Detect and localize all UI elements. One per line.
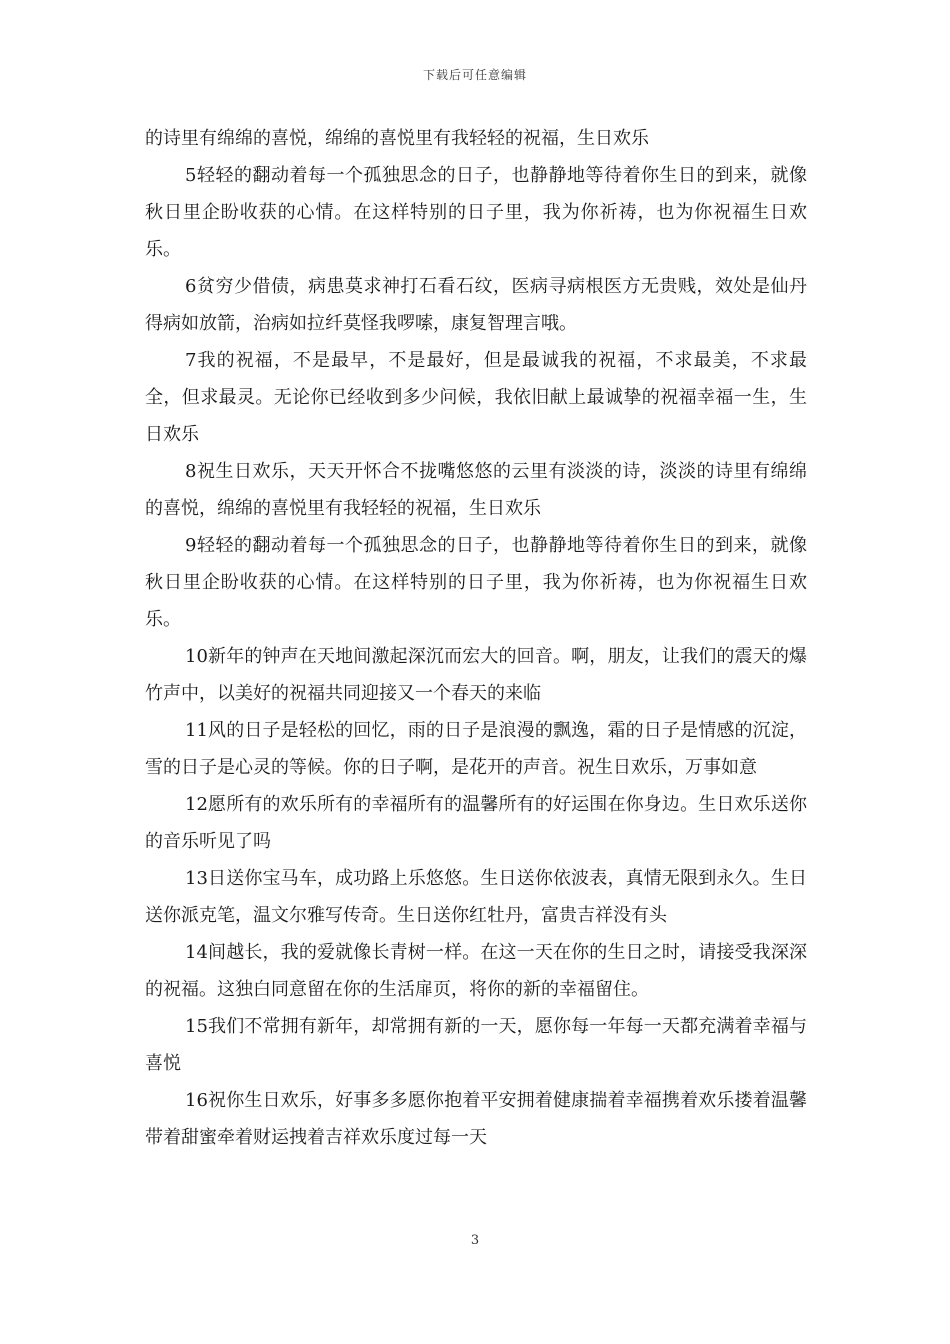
document-body	[145, 120, 807, 1156]
paragraph-continuation: 的诗里有绵绵的喜悦，绵绵的喜悦里有我轻轻的祝福，生日欢乐	[145, 128, 649, 149]
paragraph-13: 13日送你宝马车，成功路上乐悠悠。生日送你依波表，真情无限到永久。生日送你派克笔，温文尔雅写传奇。生日送你红牡丹，富贵吉祥没有头	[145, 868, 807, 926]
paragraph-15: 15我们不常拥有新年，却常拥有新的一天，愿你每一年每一天都充满着幸福与喜悦	[145, 1016, 807, 1074]
paragraph-11: 11风的日子是轻松的回忆，雨的日子是浪漫的飘逸，霜的日子是情感的沉淀，雪的日子是心灵的等候。你的日子啊，是花开的声音。祝生日欢乐，万事如意	[145, 720, 807, 778]
paragraph-14: 14间越长，我的爱就像长青树一样。在这一天在你的生日之时，请接受我深深的祝福。这独白同意留在你的生活扉页，将你的新的幸福留住。	[145, 942, 807, 1000]
paragraph-12: 12愿所有的欢乐所有的幸福所有的温馨所有的好运围在你身边。生日欢乐送你的音乐听见了吗	[145, 794, 807, 852]
paragraph-7: 7我的祝福，不是最早，不是最好，但是最诚我的祝福，不求最美，不求最全，但求最灵。无论你已经收到多少问候，我依旧献上最诚挚的祝福幸福一生，生日欢乐	[145, 350, 807, 445]
paragraph-9: 9轻轻的翻动着每一个孤独思念的日子，也静静地等待着你生日的到来，就像秋日里企盼收获的心情。在这样特别的日子里，我为你祈祷，也为你祝福生日欢乐。	[145, 535, 807, 630]
page-number: 3	[470, 1233, 480, 1248]
paragraph-5: 5轻轻的翻动着每一个孤独思念的日子，也静静地等待着你生日的到来，就像秋日里企盼收获的心情。在这样特别的日子里，我为你祈祷，也为你祝福生日欢乐。	[145, 165, 807, 260]
paragraph-6: 6贫穷少借债，病患莫求神打石看石纹，医病寻病根医方无贵贱，效处是仙丹得病如放箭，治病如拉纤莫怪我啰嗦，康复智理言哦。	[145, 276, 807, 334]
paragraph-10: 10新年的钟声在天地间激起深沉而宏大的回音。啊，朋友，让我们的震天的爆竹声中，以美好的祝福共同迎接又一个春天的来临	[145, 646, 807, 704]
paragraph-8: 8祝生日欢乐，天天开怀合不拢嘴悠悠的云里有淡淡的诗，淡淡的诗里有绵绵的喜悦，绵绵的喜悦里有我轻轻的祝福，生日欢乐	[145, 461, 807, 519]
paragraph-16: 16祝你生日欢乐，好事多多愿你抱着平安拥着健康揣着幸福携着欢乐搂着温馨带着甜蜜牵着财运拽着吉祥欢乐度过每一天	[145, 1090, 807, 1148]
page-header: 下载后可任意编辑	[422, 68, 527, 82]
